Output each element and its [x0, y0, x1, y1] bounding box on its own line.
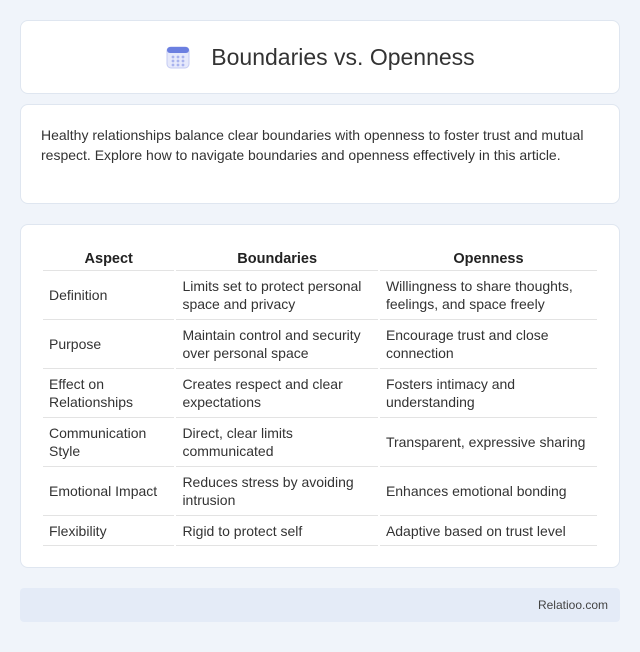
column-header: Aspect [43, 245, 174, 271]
table-cell: Definition [43, 271, 174, 320]
intro-card [20, 104, 620, 204]
table-cell: Fosters intimacy and understanding [380, 369, 597, 418]
table-row [43, 516, 597, 546]
footer-bar [20, 588, 620, 622]
table-cell: Creates respect and clear expectations [176, 369, 378, 418]
table-header-row [43, 245, 597, 271]
table-cell: Communication Style [43, 418, 174, 467]
table-cell: Reduces stress by avoiding intrusion [176, 467, 378, 516]
page-title: Boundaries vs. Openness [211, 43, 475, 70]
column-header: Openness [380, 245, 597, 271]
footer-brand[interactable]: Relatioo.com [537, 598, 608, 612]
table-cell: Rigid to protect self [176, 516, 378, 546]
calendar-icon [165, 44, 191, 70]
table-cell: Direct, clear limits communicated [176, 418, 378, 467]
table-cell: Transparent, expressive sharing [380, 418, 597, 467]
table-cell: Limits set to protect personal space and privacy [176, 271, 378, 320]
table-row [43, 467, 597, 516]
table-row [43, 369, 597, 418]
table-row [43, 418, 597, 467]
table-cell: Maintain control and security over personal space [176, 320, 378, 369]
table-row [43, 320, 597, 369]
table-cell: Flexibility [43, 516, 174, 546]
table-cell: Purpose [43, 320, 174, 369]
table-cell: Adaptive based on trust level [380, 516, 597, 546]
table-cell: Encourage trust and close connection [380, 320, 597, 369]
table-cell: Enhances emotional bonding [380, 467, 597, 516]
table-cell: Emotional Impact [43, 467, 174, 516]
table-row [43, 271, 597, 320]
comparison-table [41, 245, 599, 546]
comparison-card [20, 224, 620, 568]
intro-text: Healthy relationships balance clear boundaries with openness to foster trust and mutual respect. Explore how to navigate boundaries and openness effectively in this article. [41, 127, 584, 163]
column-header: Boundaries [176, 245, 378, 271]
header-card [20, 20, 620, 94]
table-cell: Effect on Relationships [43, 369, 174, 418]
table-cell: Willingness to share thoughts, feelings, and space freely [380, 271, 597, 320]
